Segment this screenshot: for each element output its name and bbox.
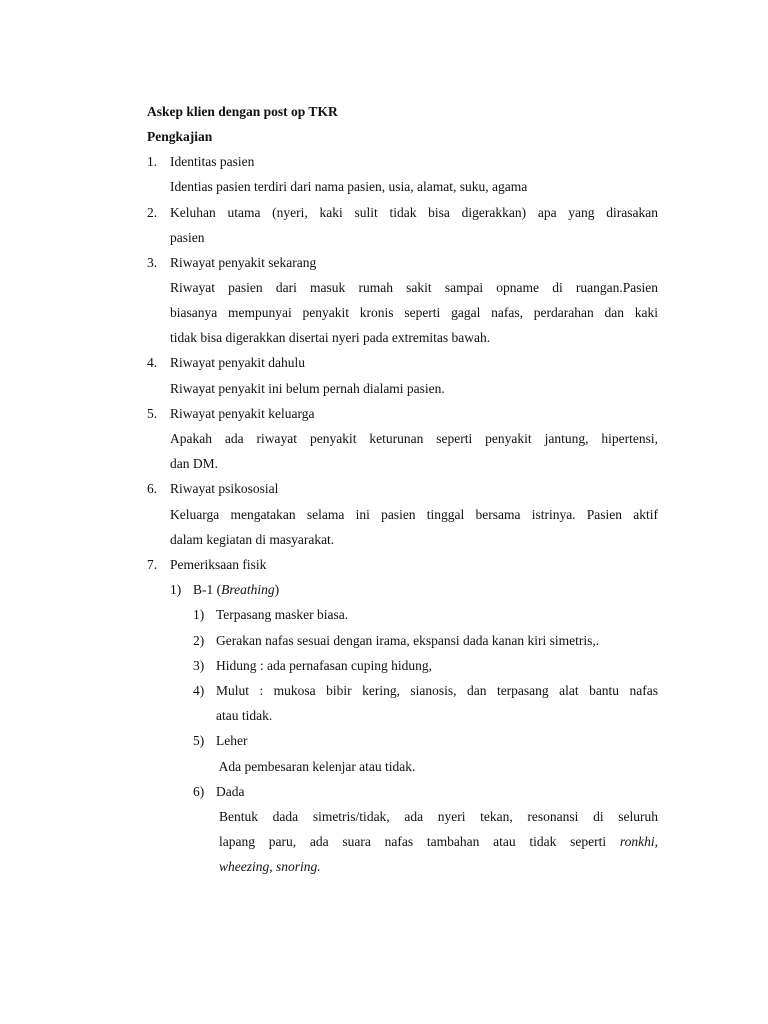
item-4-body: Riwayat penyakit ini belum pernah dialami pasien. bbox=[170, 381, 445, 396]
item-2-number: 2. bbox=[147, 205, 158, 220]
item-3-body-line-2: biasanya mempunyai penyakit kronis seperti gagal nafas, perdarahan dan kaki bbox=[170, 305, 658, 320]
item-3-body-line-1: Riwayat pasien dari masuk rumah sakit sampai opname di ruangan.Pasien bbox=[170, 280, 658, 295]
subitem-4-number: 4) bbox=[193, 683, 205, 698]
item-6-body-line-2: dalam kegiatan di masyarakat. bbox=[170, 532, 335, 547]
item-1-label: Identitas pasien bbox=[170, 154, 255, 169]
item-1-number: 1. bbox=[147, 154, 158, 169]
item-7-label: Pemeriksaan fisik bbox=[170, 557, 267, 572]
document-title: Askep klien dengan post op TKR bbox=[147, 104, 338, 119]
subitem-2-number: 2) bbox=[193, 633, 205, 648]
subitem-6-body-line-1: Bentuk dada simetris/tidak, ada nyeri tekan, resonansi di seluruh bbox=[219, 809, 658, 824]
item-7-number: 7. bbox=[147, 557, 158, 572]
subitem-3-text: Hidung : ada pernafasan cuping hidung, bbox=[216, 658, 432, 673]
subitem-6-body-line-2: lapang paru, ada suara nafas tambahan atau tidak seperti ronkhi, bbox=[219, 834, 658, 849]
item-2-label-cont: pasien bbox=[170, 230, 205, 245]
item-1-body: Identias pasien terdiri dari nama pasien, usia, alamat, suku, agama bbox=[170, 179, 528, 194]
item-3-number: 3. bbox=[147, 255, 158, 270]
item-2-label: Keluhan utama (nyeri, kaki sulit tidak bisa digerakkan) apa yang dirasakan bbox=[170, 205, 658, 220]
subitem-3-number: 3) bbox=[193, 658, 205, 673]
item-6-body-line-1: Keluarga mengatakan selama ini pasien tinggal bersama istrinya. Pasien aktif bbox=[170, 507, 658, 522]
item-6-number: 6. bbox=[147, 481, 158, 496]
subitem-6-number: 6) bbox=[193, 784, 205, 799]
item-5-body-line-2: dan DM. bbox=[170, 456, 218, 471]
item-6-label: Riwayat psikososial bbox=[170, 481, 279, 496]
item-4-number: 4. bbox=[147, 355, 158, 370]
subitem-5-number: 5) bbox=[193, 733, 205, 748]
subitem-6-body-line-3: wheezing, snoring. bbox=[219, 859, 321, 874]
item-5-number: 5. bbox=[147, 406, 158, 421]
subitem-5-body: Ada pembesaran kelenjar atau tidak. bbox=[216, 759, 416, 774]
sub-item-number: 1) bbox=[170, 582, 182, 597]
subitem-1-number: 1) bbox=[193, 607, 205, 622]
item-4-label: Riwayat penyakit dahulu bbox=[170, 355, 305, 370]
item-3-label: Riwayat penyakit sekarang bbox=[170, 255, 317, 270]
subitem-6-text: Dada bbox=[216, 784, 245, 799]
section-heading: Pengkajian bbox=[147, 129, 213, 144]
sub-item-label: B-1 (Breathing) bbox=[193, 582, 280, 597]
subitem-4-text-cont: atau tidak. bbox=[216, 708, 273, 723]
subitem-1-text: Terpasang masker biasa. bbox=[216, 607, 349, 622]
item-3-body-line-3: tidak bisa digerakkan disertai nyeri pada extremitas bawah. bbox=[170, 330, 491, 345]
item-5-label: Riwayat penyakit keluarga bbox=[170, 406, 315, 421]
subitem-2-text: Gerakan nafas sesuai dengan irama, ekspansi dada kanan kiri simetris,. bbox=[216, 633, 600, 648]
item-5-body-line-1: Apakah ada riwayat penyakit keturunan seperti penyakit jantung, hipertensi, bbox=[170, 431, 658, 446]
subitem-5-text: Leher bbox=[216, 733, 248, 748]
breathing-term: Breathing bbox=[221, 582, 275, 597]
subitem-4-text: Mulut : mukosa bibir kering, sianosis, dan terpasang alat bantu nafas bbox=[216, 683, 658, 698]
